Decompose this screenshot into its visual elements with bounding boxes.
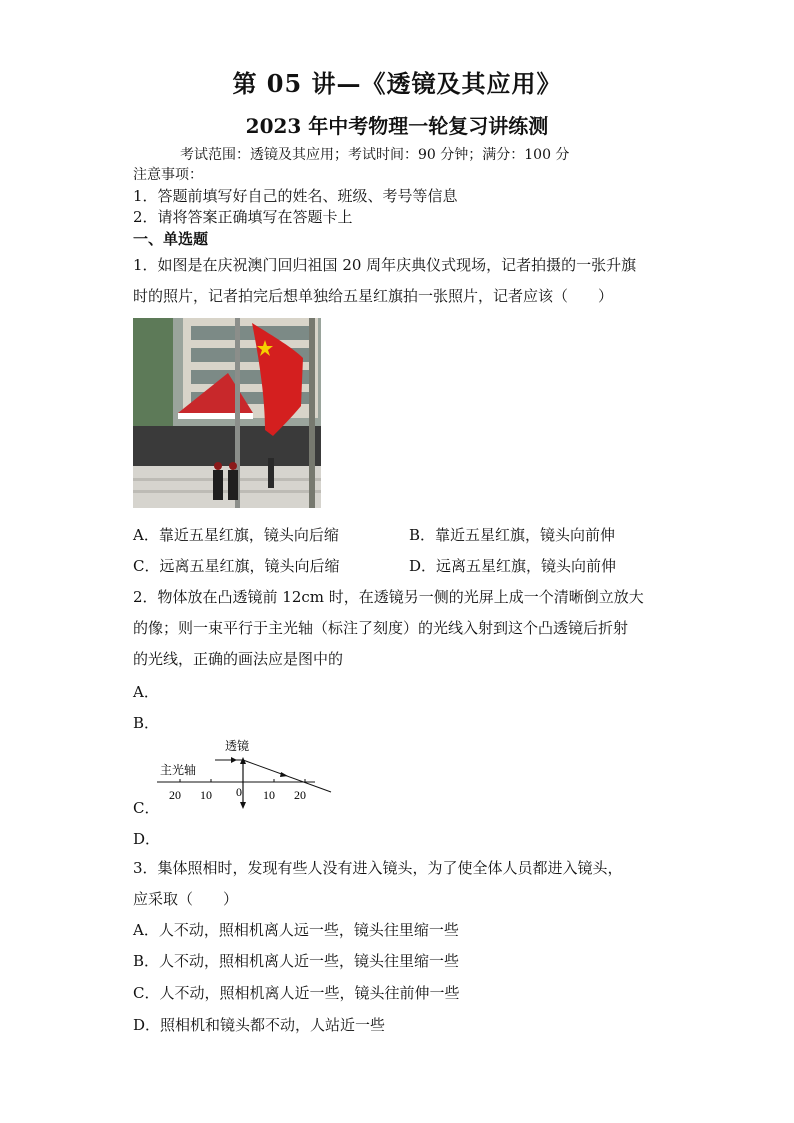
- axis-label: 主光轴: [160, 763, 197, 777]
- question-1-option-b: B．靠近五星红旗，镜头向前伸: [409, 526, 616, 544]
- tick-label: 10: [263, 788, 275, 802]
- tick-label: 0: [236, 785, 242, 799]
- question-3-option-b: B．人不动，照相机离人近一些，镜头往里缩一些: [133, 952, 460, 970]
- page-title: 第 05 讲—《透镜及其应用》: [232, 69, 562, 98]
- tick-label: 20: [294, 788, 306, 802]
- question-3-option-d: D．照相机和镜头都不动，人站近一些: [133, 1016, 386, 1034]
- lens-diagram: [155, 736, 340, 814]
- notice-item: 1．答题前填写好自己的姓名、班级、考号等信息: [133, 187, 458, 205]
- question-1-line-1: 1．如图是在庆祝澳门回归祖国 20 周年庆典仪式现场，记者拍摄的一张升旗: [133, 256, 637, 274]
- tick-label: 10: [200, 788, 212, 802]
- notice-heading: 注意事项：: [133, 167, 203, 183]
- lens-diagram-svg: [155, 736, 340, 814]
- question-3-option-a: A．人不动，照相机离人远一些，镜头往里缩一些: [133, 921, 459, 939]
- question-2-option-b: B．: [133, 714, 160, 732]
- question-1-option-a: A．靠近五星红旗，镜头向后缩: [133, 526, 339, 544]
- question-2-line-1: 2．物体放在凸透镜前 12cm 时，在透镜另一侧的光屏上成一个清晰倒立放大: [133, 588, 644, 606]
- question-3-line-2: 应采取（ ）: [133, 890, 239, 908]
- question-2-line-3: 的光线，正确的画法应是图中的: [133, 650, 344, 668]
- tick-label: 20: [169, 788, 181, 802]
- flag-raising-photo-illustration: [133, 318, 321, 508]
- question-1-line-2: 时的照片，记者拍完后想单独给五星红旗拍一张照片，记者应该（ ）: [133, 287, 614, 305]
- question-2-option-c: C．: [133, 799, 160, 817]
- exam-info: 考试范围：透镜及其应用；考试时间：90 分钟；满分：100 分: [180, 147, 570, 163]
- question-2-option-d: D．: [133, 830, 161, 848]
- question-3-line-1: 3．集体照相时，发现有些人没有进入镜头，为了使全体人员都进入镜头，: [133, 859, 623, 877]
- question-2-option-a: A．: [133, 683, 159, 701]
- notice-item: 2．请将答案正确填写在答题卡上: [133, 208, 353, 226]
- page-subtitle: 2023 年中考物理一轮复习讲练测: [245, 114, 549, 138]
- incident-ray-arrow-icon: [231, 757, 237, 763]
- question-1-option-c: C．远离五星红旗，镜头向后缩: [133, 557, 340, 575]
- question-2-line-2: 的像；则一束平行于主光轴（标注了刻度）的光线入射到这个凸透镜后折射: [133, 619, 629, 637]
- section-heading: 一、单选题: [133, 230, 209, 248]
- lens-label: 透镜: [225, 739, 250, 753]
- lens-arrow-bottom-icon: [240, 802, 246, 809]
- flag-raising-photo: [133, 318, 321, 508]
- question-3-option-c: C．人不动，照相机离人近一些，镜头往前伸一些: [133, 984, 460, 1002]
- question-1-option-d: D．远离五星红旗，镜头向前伸: [409, 557, 617, 575]
